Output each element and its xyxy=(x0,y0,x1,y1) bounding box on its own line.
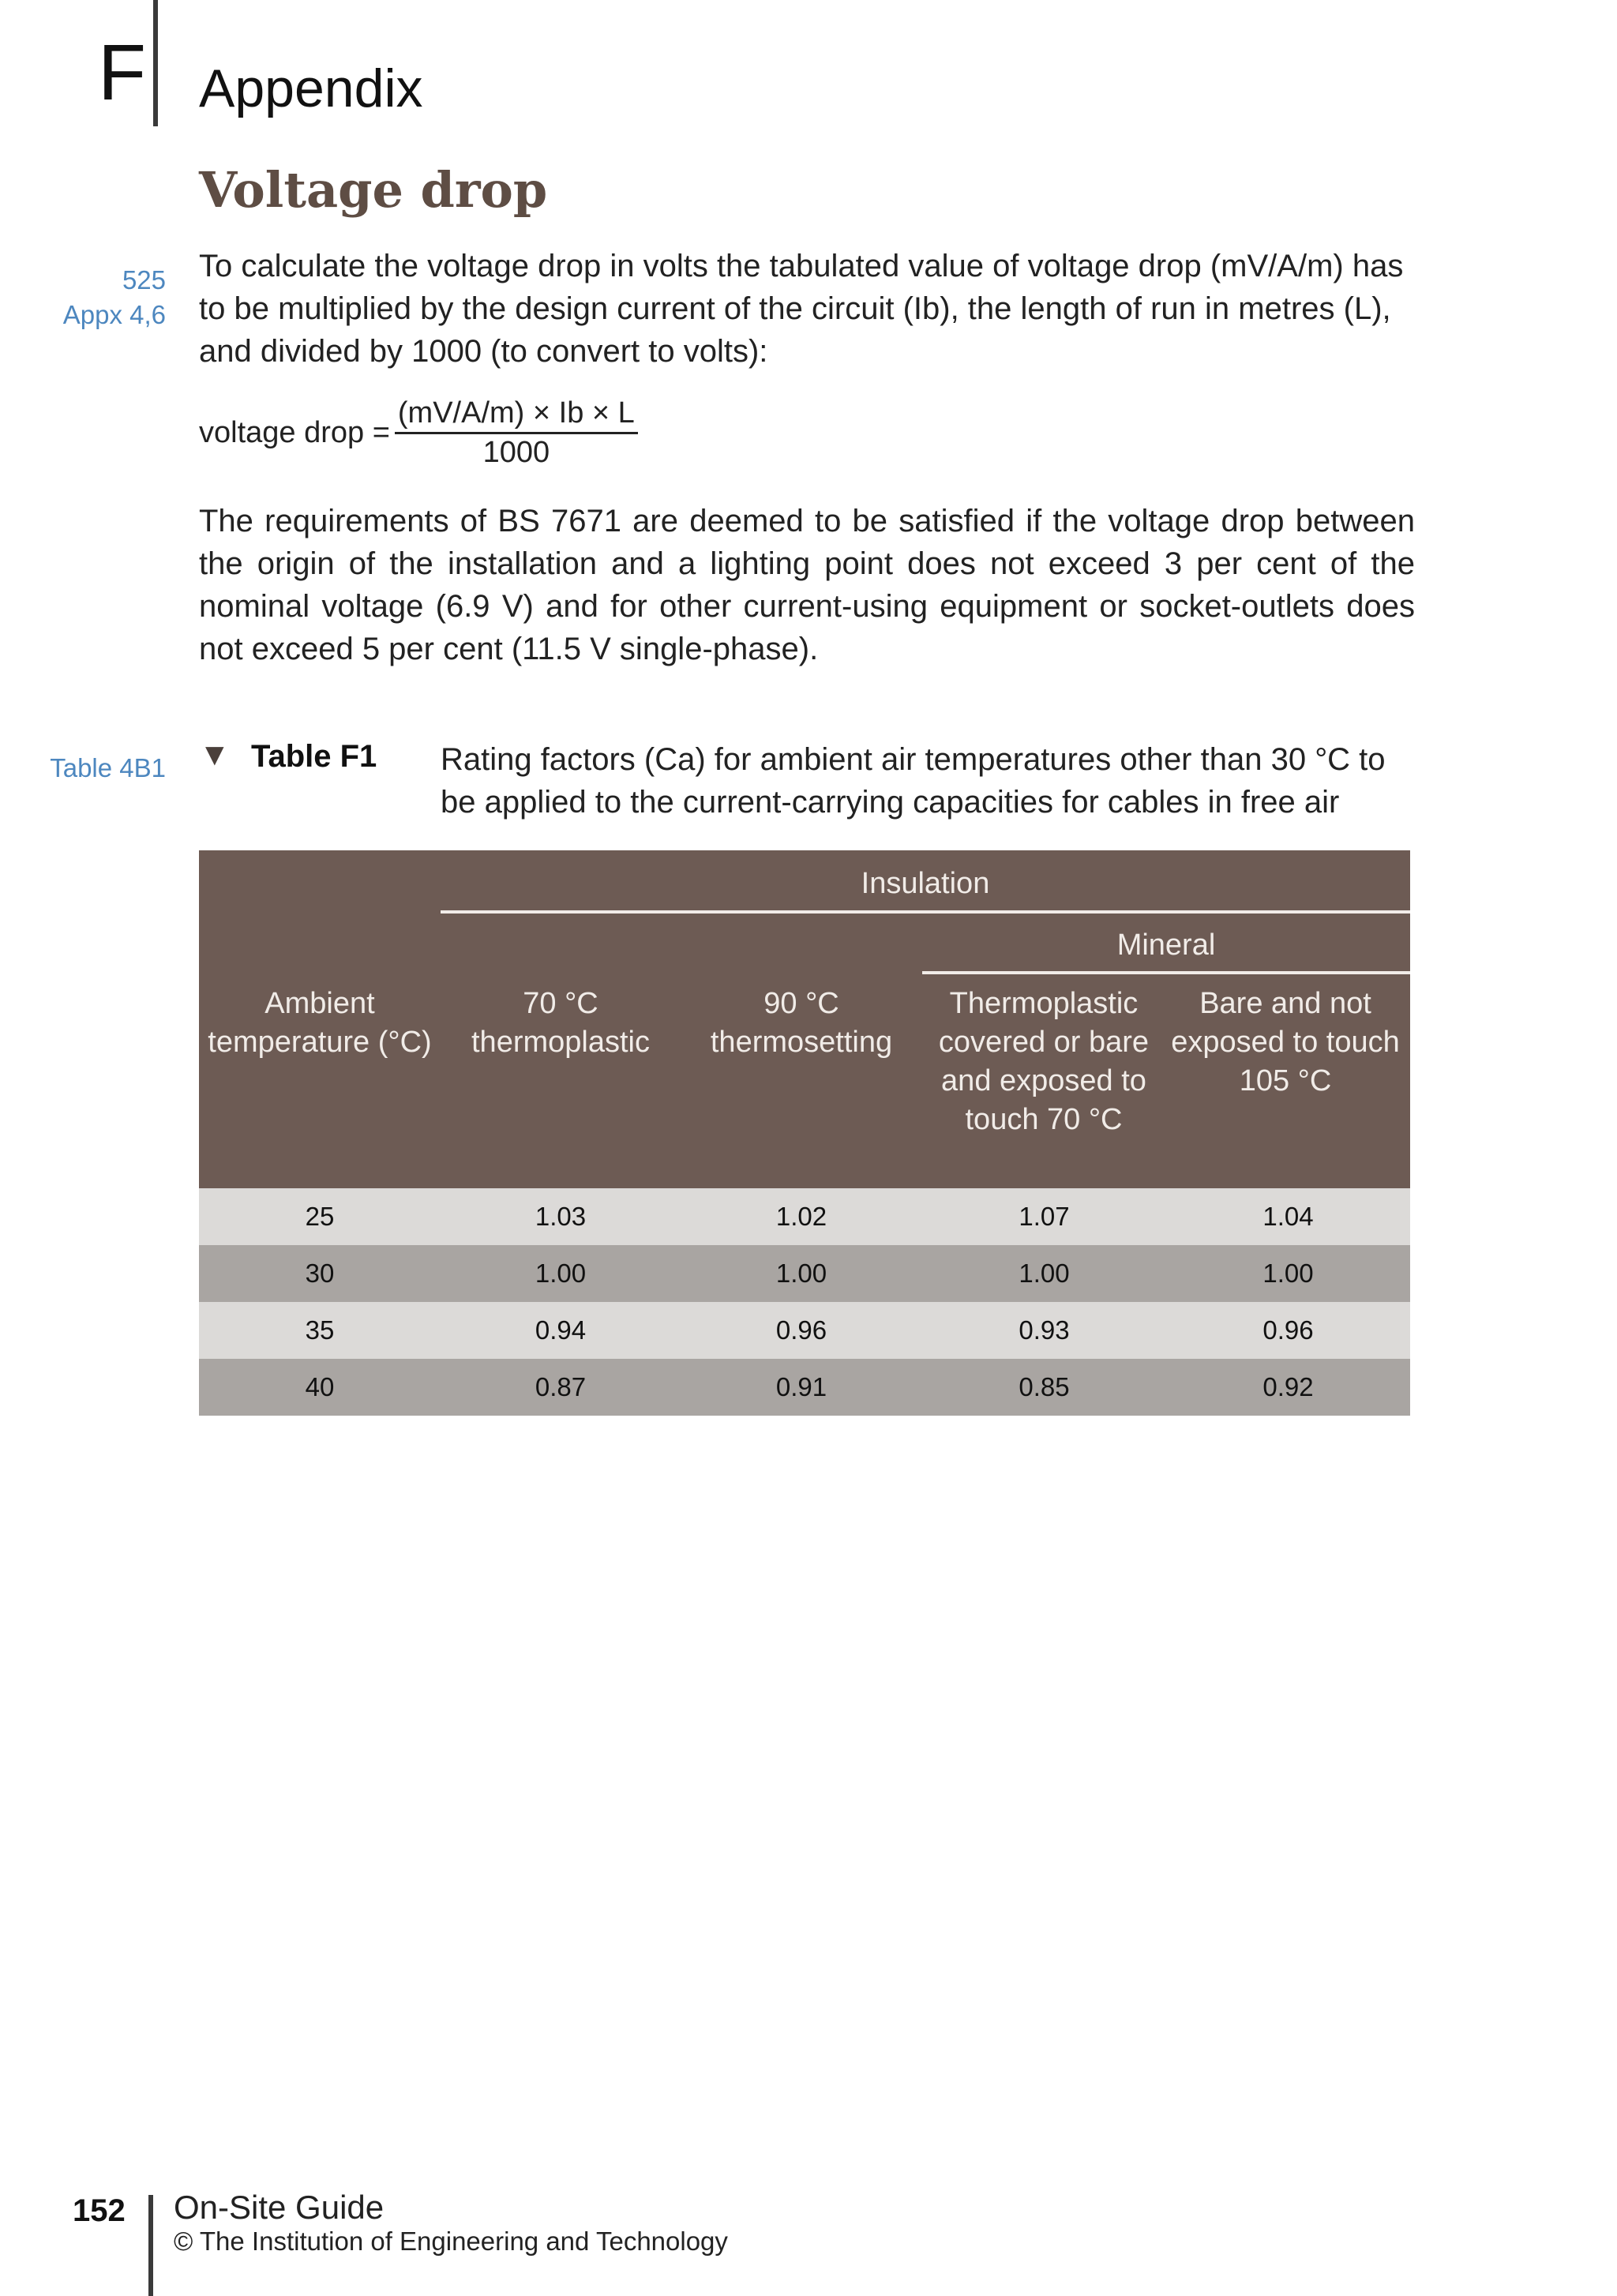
table-cell: 1.00 xyxy=(1262,1259,1314,1288)
page-number: 152 xyxy=(73,2193,126,2228)
table-cell: 0.94 xyxy=(535,1315,587,1345)
formula-lhs: voltage drop = xyxy=(199,416,390,449)
header-divider-insulation xyxy=(441,910,1410,914)
table-row xyxy=(199,1188,1410,1245)
table-cell: 0.92 xyxy=(1262,1372,1314,1401)
formula-numerator: (mV/A/m) × Ib × L xyxy=(395,396,638,434)
formula-fraction xyxy=(395,396,638,470)
table-cell: 0.85 xyxy=(1019,1372,1070,1401)
header-divider-mineral xyxy=(922,971,1410,974)
column-header-mineral-covered: Thermoplastic covered or bare and exposed to touch 70 °C xyxy=(938,987,1150,1136)
table-cell: 1.00 xyxy=(775,1259,827,1288)
table-header xyxy=(199,850,1410,1188)
margin-ref-table: Table 4B1 xyxy=(50,753,166,782)
table-cell: 1.00 xyxy=(535,1259,587,1288)
header-rule xyxy=(153,0,158,126)
table-cell: 25 xyxy=(305,1202,335,1231)
paragraph-requirements: The requirements of BS 7671 are deemed to be satisfied if the voltage drop between the origin of the installation and a lighting point does not exceed 3 per cent of the nominal voltage (6.9 V) and for other current-using equipment or socket-outlets does not exceed 5 per cent (11.5 V single-phase). xyxy=(199,504,1415,666)
table-cell: 1.02 xyxy=(775,1202,827,1231)
footer-guide-title: On-Site Guide xyxy=(174,2189,385,2226)
triangle-down-icon: ▼ xyxy=(199,737,231,772)
table-caption: Rating factors (Ca) for ambient air temperatures other than 30 °C to be applied to the current-carrying capacities for cables in free air xyxy=(441,742,1386,820)
table-cell: 30 xyxy=(305,1259,335,1288)
table-cell: 0.87 xyxy=(535,1372,587,1401)
table-cell: 0.91 xyxy=(775,1372,827,1401)
margin-ref-appendix: Appx 4,6 xyxy=(62,300,166,329)
table-row xyxy=(199,1359,1410,1416)
table-cell: 40 xyxy=(305,1372,335,1401)
table-cell: 1.00 xyxy=(1019,1259,1070,1288)
table-cell: 1.07 xyxy=(1019,1202,1070,1231)
column-header-thermoplastic: 70 °C thermoplastic xyxy=(471,987,650,1059)
table-cell: 1.03 xyxy=(535,1202,587,1231)
column-header-ambient: Ambient temperature (°C) xyxy=(208,987,432,1059)
section-title: Voltage drop xyxy=(199,161,548,219)
column-header-thermosetting: 90 °C thermosetting xyxy=(710,987,893,1059)
voltage-drop-formula xyxy=(199,396,638,470)
table-cell: 1.04 xyxy=(1262,1202,1314,1231)
table-cell: 35 xyxy=(305,1315,335,1345)
table-row xyxy=(199,1245,1410,1302)
formula-denominator: 1000 xyxy=(482,436,550,469)
table-label: Table F1 xyxy=(251,739,377,774)
margin-ref-regulation: 525 xyxy=(122,265,166,295)
column-header-mineral-bare: Bare and not exposed to touch 105 °C xyxy=(1171,987,1400,1097)
footer-rule xyxy=(148,2195,153,2296)
header-insulation: Insulation xyxy=(861,867,990,900)
chapter-title: Appendix xyxy=(199,58,423,118)
table-cell: 0.96 xyxy=(775,1315,827,1345)
chapter-letter: F xyxy=(98,28,147,117)
table-row xyxy=(199,1302,1410,1359)
header-mineral: Mineral xyxy=(1116,929,1216,962)
table-cell: 0.96 xyxy=(1262,1315,1314,1345)
rating-factors-table xyxy=(199,850,1410,1416)
footer-copyright: © The Institution of Engineering and Technology xyxy=(174,2227,728,2256)
paragraph-voltage-drop-calc: To calculate the voltage drop in volts the tabulated value of voltage drop (mV/A/m) has to be multiplied by the design current of the circuit (Ib), the length of run in metres (L), and divided by 1000 (to convert to volts): xyxy=(199,249,1404,369)
table-cell: 0.93 xyxy=(1019,1315,1070,1345)
